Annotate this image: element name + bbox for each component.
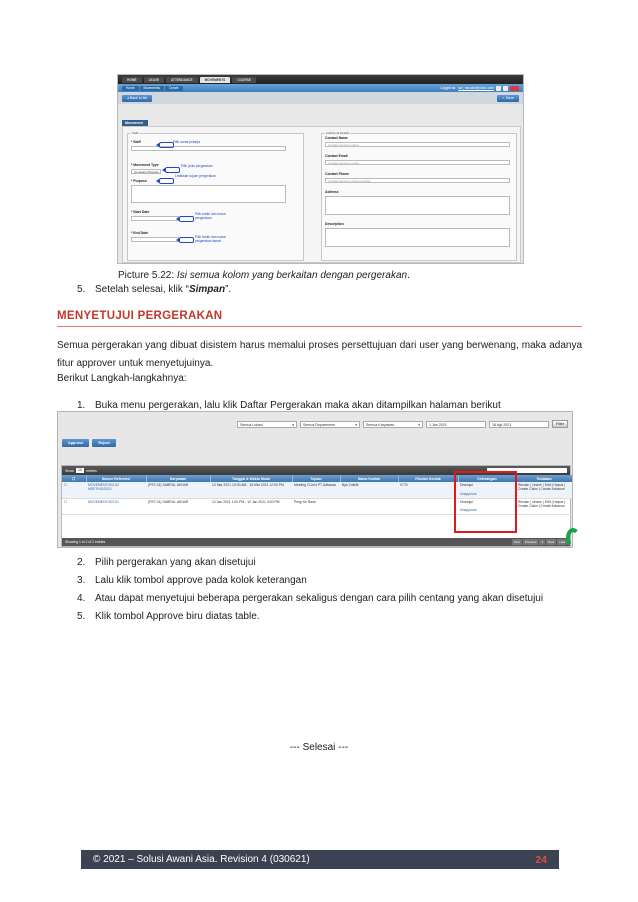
annotation-purpose: Letakkan tujuan pergerakan (175, 174, 216, 178)
nav-tab-course: COURSE (232, 77, 256, 83)
location-filter-value: Semua Lokasi (240, 422, 263, 427)
filter-button: Filter (552, 420, 568, 428)
additional-details-legend: Additional Details (326, 131, 350, 135)
annotation-arrow-start (179, 216, 194, 222)
ref-link: MOVEMENT/2021/2 (88, 483, 119, 487)
table-info: Showing 1 to 2 of 2 entries (65, 540, 106, 544)
department-filter-value: Semua Departemen (303, 422, 336, 427)
step-number: 1. (77, 400, 86, 411)
page-first: First (513, 540, 520, 544)
logout-icon (510, 86, 519, 91)
movement-form (122, 126, 521, 263)
section-paragraph: Semua pergerakan yang dibuat disistem harus memalui proses persettujuan dari user yang berwenang, maka adanya fitur approver untuk menyetujuinya. (57, 340, 582, 369)
cell-contact-name (340, 498, 398, 514)
breadcrumb-movements: Movements (140, 86, 164, 91)
approve-button: Approve (62, 439, 89, 447)
cell-datetime: 12 Jan 2021 1:00 PM - 12 Jan 2021 3:00 PM (210, 498, 292, 514)
logged-in-email: syz_hasnan@yahoo.com (458, 86, 494, 90)
description-textarea (325, 228, 510, 247)
breadcrumb-home: Home (122, 86, 139, 91)
column-header: Nama Kontak (340, 475, 398, 482)
page-size-select: 10 (78, 468, 82, 472)
caption-prefix: Picture 5.22: (118, 270, 177, 281)
section-heading: MENYETUJUI PERGERAKAN (57, 310, 223, 322)
step-number: 4. (77, 593, 86, 604)
heading-divider (57, 326, 582, 327)
department-filter (300, 421, 360, 428)
annotation-end: Pilih tarikh dan masa pergerakan tamat (195, 235, 226, 243)
movement-type-select: Company Purpose (131, 169, 161, 174)
start-date-label: * Start Date (131, 210, 150, 214)
location-filter (237, 421, 297, 428)
employee-filter (363, 421, 423, 428)
end-date-input (131, 237, 179, 242)
logged-in-info (440, 86, 519, 91)
annotation-start: Pilih tarikh dan masa pergerakan (195, 212, 226, 220)
cell-ref (86, 498, 146, 514)
chevron-down-icon: ▾ (355, 422, 357, 427)
step-item (77, 611, 260, 622)
employee-filter-value: Semua Karyawan (366, 422, 395, 427)
decorative-green-arc (566, 528, 580, 548)
caption-suffix: . (407, 270, 410, 281)
cell-datetime: 13 Mar 2021 10:00 AM - 15 Mar 2021 12:00 PM (210, 482, 292, 498)
contact-name-label: Contact Name (325, 136, 348, 140)
cell-contact-name: Bpk Zulkifli (340, 482, 398, 498)
select-all-checkbox: ☐ (62, 475, 86, 482)
back-to-list-button: ◂ Back to list (122, 95, 152, 102)
annotation-type: Pilih jenis pergerakan (181, 164, 213, 168)
column-header: Rincian Kontak (398, 475, 458, 482)
step-item (77, 400, 501, 411)
closing-text: --- Selesai --- (289, 742, 349, 753)
ref-secondary: MEETING/2021 (88, 487, 112, 492)
additional-details-fieldset (321, 133, 517, 261)
cell-ref (86, 482, 146, 498)
chevron-down-icon: ▾ (418, 422, 420, 427)
figure-caption (118, 270, 410, 281)
step-text: Klik tombol Approve biru diatas table. (95, 611, 260, 622)
column-header: Keterangan (458, 475, 516, 482)
caption-text: Isi semua kolom yang berkaitan dengan pergerakan (176, 270, 408, 281)
breadcrumb-create: Create (165, 86, 183, 91)
page-current: 1 (541, 540, 544, 544)
entries-label: entries (86, 468, 97, 473)
nav-tab-leave: LEAVE (144, 77, 164, 83)
column-header: Tanggal & Waktu Mulai (210, 475, 292, 482)
bulk-action-bar (58, 436, 572, 450)
breadcrumb-bar (118, 84, 523, 92)
step-5-suffix: ”. (225, 284, 232, 295)
step-text: Lalu klik tombol approve pada kolok keterangan (95, 575, 307, 586)
status-text: Disetujui (460, 499, 474, 504)
row-checkbox: ☐ (62, 482, 86, 498)
annotation-arrow-type (165, 167, 180, 173)
show-label: Show (65, 468, 74, 473)
date-to-input: 18 Agt 2021 (489, 421, 549, 428)
step-5-save (77, 284, 232, 295)
staff-legend: Staff (132, 131, 139, 135)
unapprove-link: Unapprove (460, 491, 477, 496)
annotation-arrow-purpose (159, 178, 174, 184)
step-item (77, 593, 544, 604)
star-icon (496, 86, 501, 91)
step-text: Buka menu pergerakan, lalu klik Daftar Pergerakan maka akan ditampilkan halaman berikut (95, 400, 501, 411)
steps-intro: Berikut Langkah-langkahnya: (57, 373, 187, 384)
filter-bar (58, 412, 572, 436)
column-header: Karyawan (146, 475, 210, 482)
status-text: Disetujui (460, 483, 474, 487)
purpose-textarea (131, 185, 286, 203)
staff-label: * Staff (131, 140, 141, 144)
page-next: Next (548, 540, 555, 544)
annotation-arrow-end (179, 237, 194, 243)
contact-phone-label: Contact Phone (325, 172, 349, 176)
annotation-arrow-staff (159, 142, 174, 148)
movement-type-label: * Movement Type (131, 163, 159, 167)
contact-email-input: Contact person's email (325, 160, 510, 165)
step-item (77, 557, 256, 568)
user-icon (503, 86, 508, 91)
form-action-bar (118, 92, 523, 104)
pagination (512, 539, 567, 545)
table-footer (62, 538, 570, 546)
unapprove-link: Unapprove (460, 508, 477, 513)
row-checkbox: ☐ (62, 498, 86, 514)
cell-purpose: Meeting CLient PT Adivasta (292, 482, 340, 498)
page-previous: Previous (524, 540, 537, 544)
nav-tab-home: HOME (122, 77, 142, 83)
back-to-list-label: Back to list (129, 95, 148, 100)
column-header: Tindakan (516, 475, 572, 482)
address-label: Address (325, 190, 339, 194)
cell-employee: (PST-01) SABRUL AKHAR (146, 482, 210, 498)
nav-tab-movements: MOVEMENTS (200, 77, 231, 83)
annotation-staff: Pilih nama pekerja (173, 140, 201, 144)
column-header: Nomor Referensi (86, 475, 146, 482)
step-number: 5. (77, 284, 86, 295)
purpose-label: * Purpose (131, 179, 147, 183)
contact-email-label: Contact Email (325, 154, 348, 158)
staff-select (131, 146, 286, 151)
breadcrumb (122, 86, 183, 91)
start-date-input (131, 216, 179, 221)
contact-name-input: Contact person's name (325, 142, 510, 147)
address-textarea (325, 196, 510, 215)
cell-contact-detail (398, 498, 458, 514)
keterangan-highlight-box (454, 471, 517, 533)
cell-employee: (PST-01) SABRUL AKHAR (146, 498, 210, 514)
description-label: Description (325, 222, 344, 226)
end-date-label: * End Date (131, 231, 148, 235)
logged-in-label: Logged as: (440, 86, 457, 90)
cell-actions: Rincian | Unduh | Edit | Hapus | Create Claim | Create Advance (516, 498, 572, 514)
cell-purpose: Pergi Ke Bank (292, 498, 340, 514)
step-number: 3. (77, 575, 86, 586)
footer-copyright: © 2021 – Solusi Awani Asia. Revision 4 (030621) (93, 854, 310, 865)
step-5-prefix: Setelah selesai, klik “ (95, 284, 189, 295)
panel-title: Movement (122, 120, 148, 126)
save-label: Save (505, 95, 514, 100)
page-footer (81, 850, 559, 869)
chevron-down-icon: ▾ (292, 422, 294, 427)
step-5-emph: Simpan (188, 284, 226, 295)
app-top-nav (118, 75, 523, 84)
contact-phone-input: Contact person's phone number (325, 178, 510, 183)
cell-contact-detail: 0775 (398, 482, 458, 498)
page-number: 24 (535, 853, 547, 866)
page-last: Last (559, 540, 565, 544)
save-button: ✓ Save (497, 95, 519, 102)
movement-form-screenshot (117, 74, 524, 264)
ref-link: MOVEMENT/2021/1 (88, 499, 119, 504)
date-from-input: 1 Jan 2021 (426, 421, 486, 428)
cell-actions: Rincian | Unduh | Edit | Hapus | Create Claim | Create Advance (516, 482, 572, 498)
step-text: Pilih pergerakan yang akan disetujui (95, 557, 256, 568)
step-text: Atau dapat menyetujui beberapa pergerakan sekaligus dengan cara pilih centang yang akan disetujui (95, 593, 544, 604)
step-number: 5. (77, 611, 86, 622)
step-item (77, 575, 307, 586)
column-header: Tujuan (292, 475, 340, 482)
step-number: 2. (77, 557, 86, 568)
nav-tab-attendance: ATTENDANCE (166, 77, 198, 83)
reject-button: Reject (92, 439, 115, 447)
